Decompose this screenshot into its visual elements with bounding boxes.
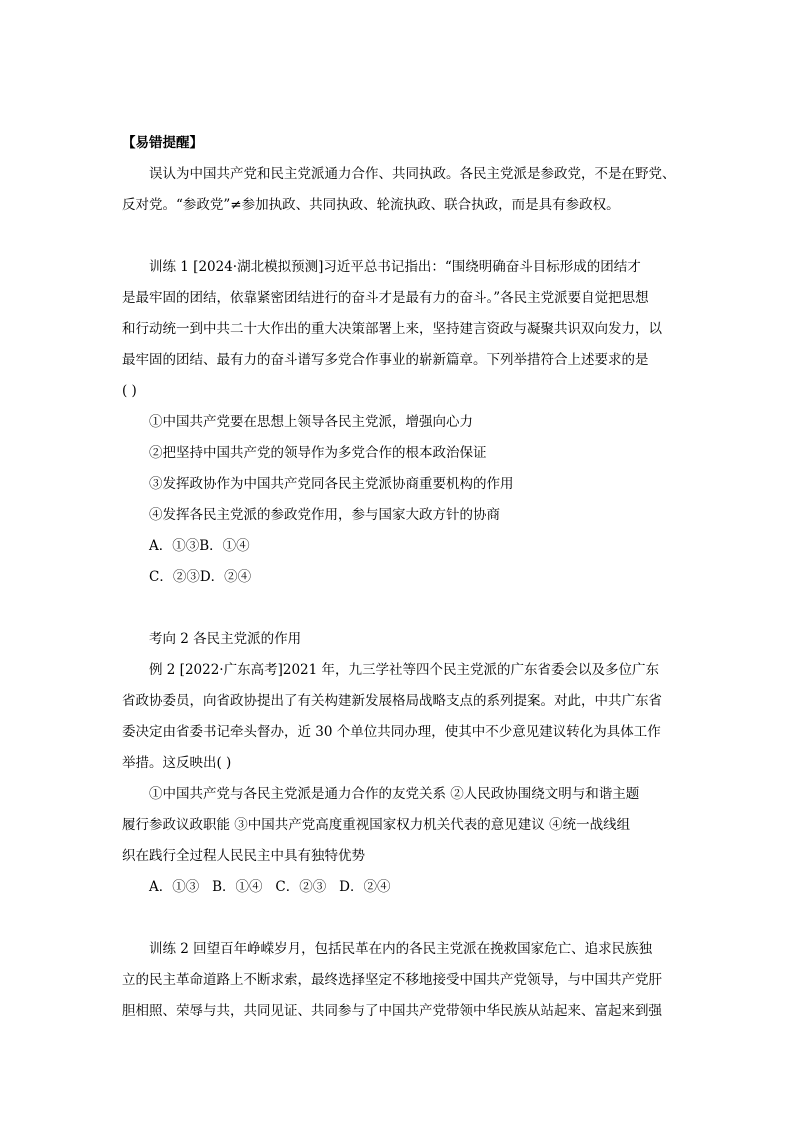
- example2-line: 例 2 [2022·广东高考]2021 年，九三学社等四个民主党派的广东省委会以及多位广东: [149, 662, 659, 678]
- training1-line: 训练 1 [2024·湖北模拟预测]习近平总书记指出：“围绕明确奋斗目标形成的团结才: [149, 259, 641, 275]
- page-content: [122, 128, 687, 1027]
- example2-item: 织在践行全过程人民民主中具有独特优势: [122, 848, 365, 864]
- training1-line: 最牢固的团结、最有力的奋斗谱写多党合作事业的崭新篇章。下列举措符合上述要求的是: [122, 352, 649, 368]
- training1-options: A．①③B．①④: [149, 538, 250, 554]
- example2-line: 举措。这反映出( ): [122, 755, 232, 771]
- example2-line: 省政协委员，向省政协提出了有关构建新发展格局战略支点的系列提案。对此，中共广东省: [122, 693, 662, 709]
- training1-item: ③发挥政协作为中国共产党同各民主党派协商重要机构的作用: [149, 476, 514, 492]
- topic2-heading: 考向 2 各民主党派的作用: [149, 631, 302, 647]
- training1-options: C．②③D．②④: [149, 569, 252, 585]
- reminder-heading: 【易错提醒】: [122, 135, 203, 151]
- example2-item: ①中国共产党与各民主党派是通力合作的友党关系 ②人民政协围绕文明与和谐主题: [149, 786, 640, 802]
- training1-line: 是最牢固的团结，依靠紧密团结进行的奋斗才是最有力的奋斗。”各民主党派要自觉把思想: [122, 290, 649, 306]
- training2-line: 训练 2 回望百年峥嵘岁月，包括民革在内的各民主党派在挽救国家危亡、追求民族独: [149, 941, 653, 957]
- training2-line: 胆相照、荣辱与共，共同见证、共同参与了中国共产党带领中华民族从站起来、富起来到强: [122, 1003, 662, 1019]
- training1-item: ④发挥各民主党派的参政党作用，参与国家大政方针的协商: [149, 507, 500, 523]
- example2-line: 委决定由省委书记牵头督办，近 30 个单位共同办理，使其中不少意见建议转化为具体工作: [122, 724, 661, 740]
- reminder-line: 误认为中国共产党和民主党派通力合作、共同执政。各民主党派是参政党，不是在野党、: [149, 166, 676, 182]
- training1-line: 和行动统一到中共二十大作出的重大决策部署上来，坚持建言资政与凝聚共识双向发力，以: [122, 321, 662, 337]
- example2-options: A．①③ B．①④ C．②③ D．②④: [149, 879, 391, 895]
- training1-answer-blank: ( ): [122, 383, 137, 399]
- training1-item: ②把坚持中国共产党的领导作为多党合作的根本政治保证: [149, 445, 487, 461]
- example2-item: 履行参政议政职能 ③中国共产党高度重视国家权力机关代表的意见建议 ④统一战线组: [122, 817, 631, 833]
- training2-line: 立的民主革命道路上不断求索，最终选择坚定不移地接受中国共产党领导，与中国共产党肝: [122, 972, 662, 988]
- reminder-line: 反对党。“参政党”≠参加执政、共同执政、轮流执政、联合执政，而是具有参政权。: [122, 197, 620, 213]
- training1-item: ①中国共产党要在思想上领导各民主党派，增强向心力: [149, 414, 473, 430]
